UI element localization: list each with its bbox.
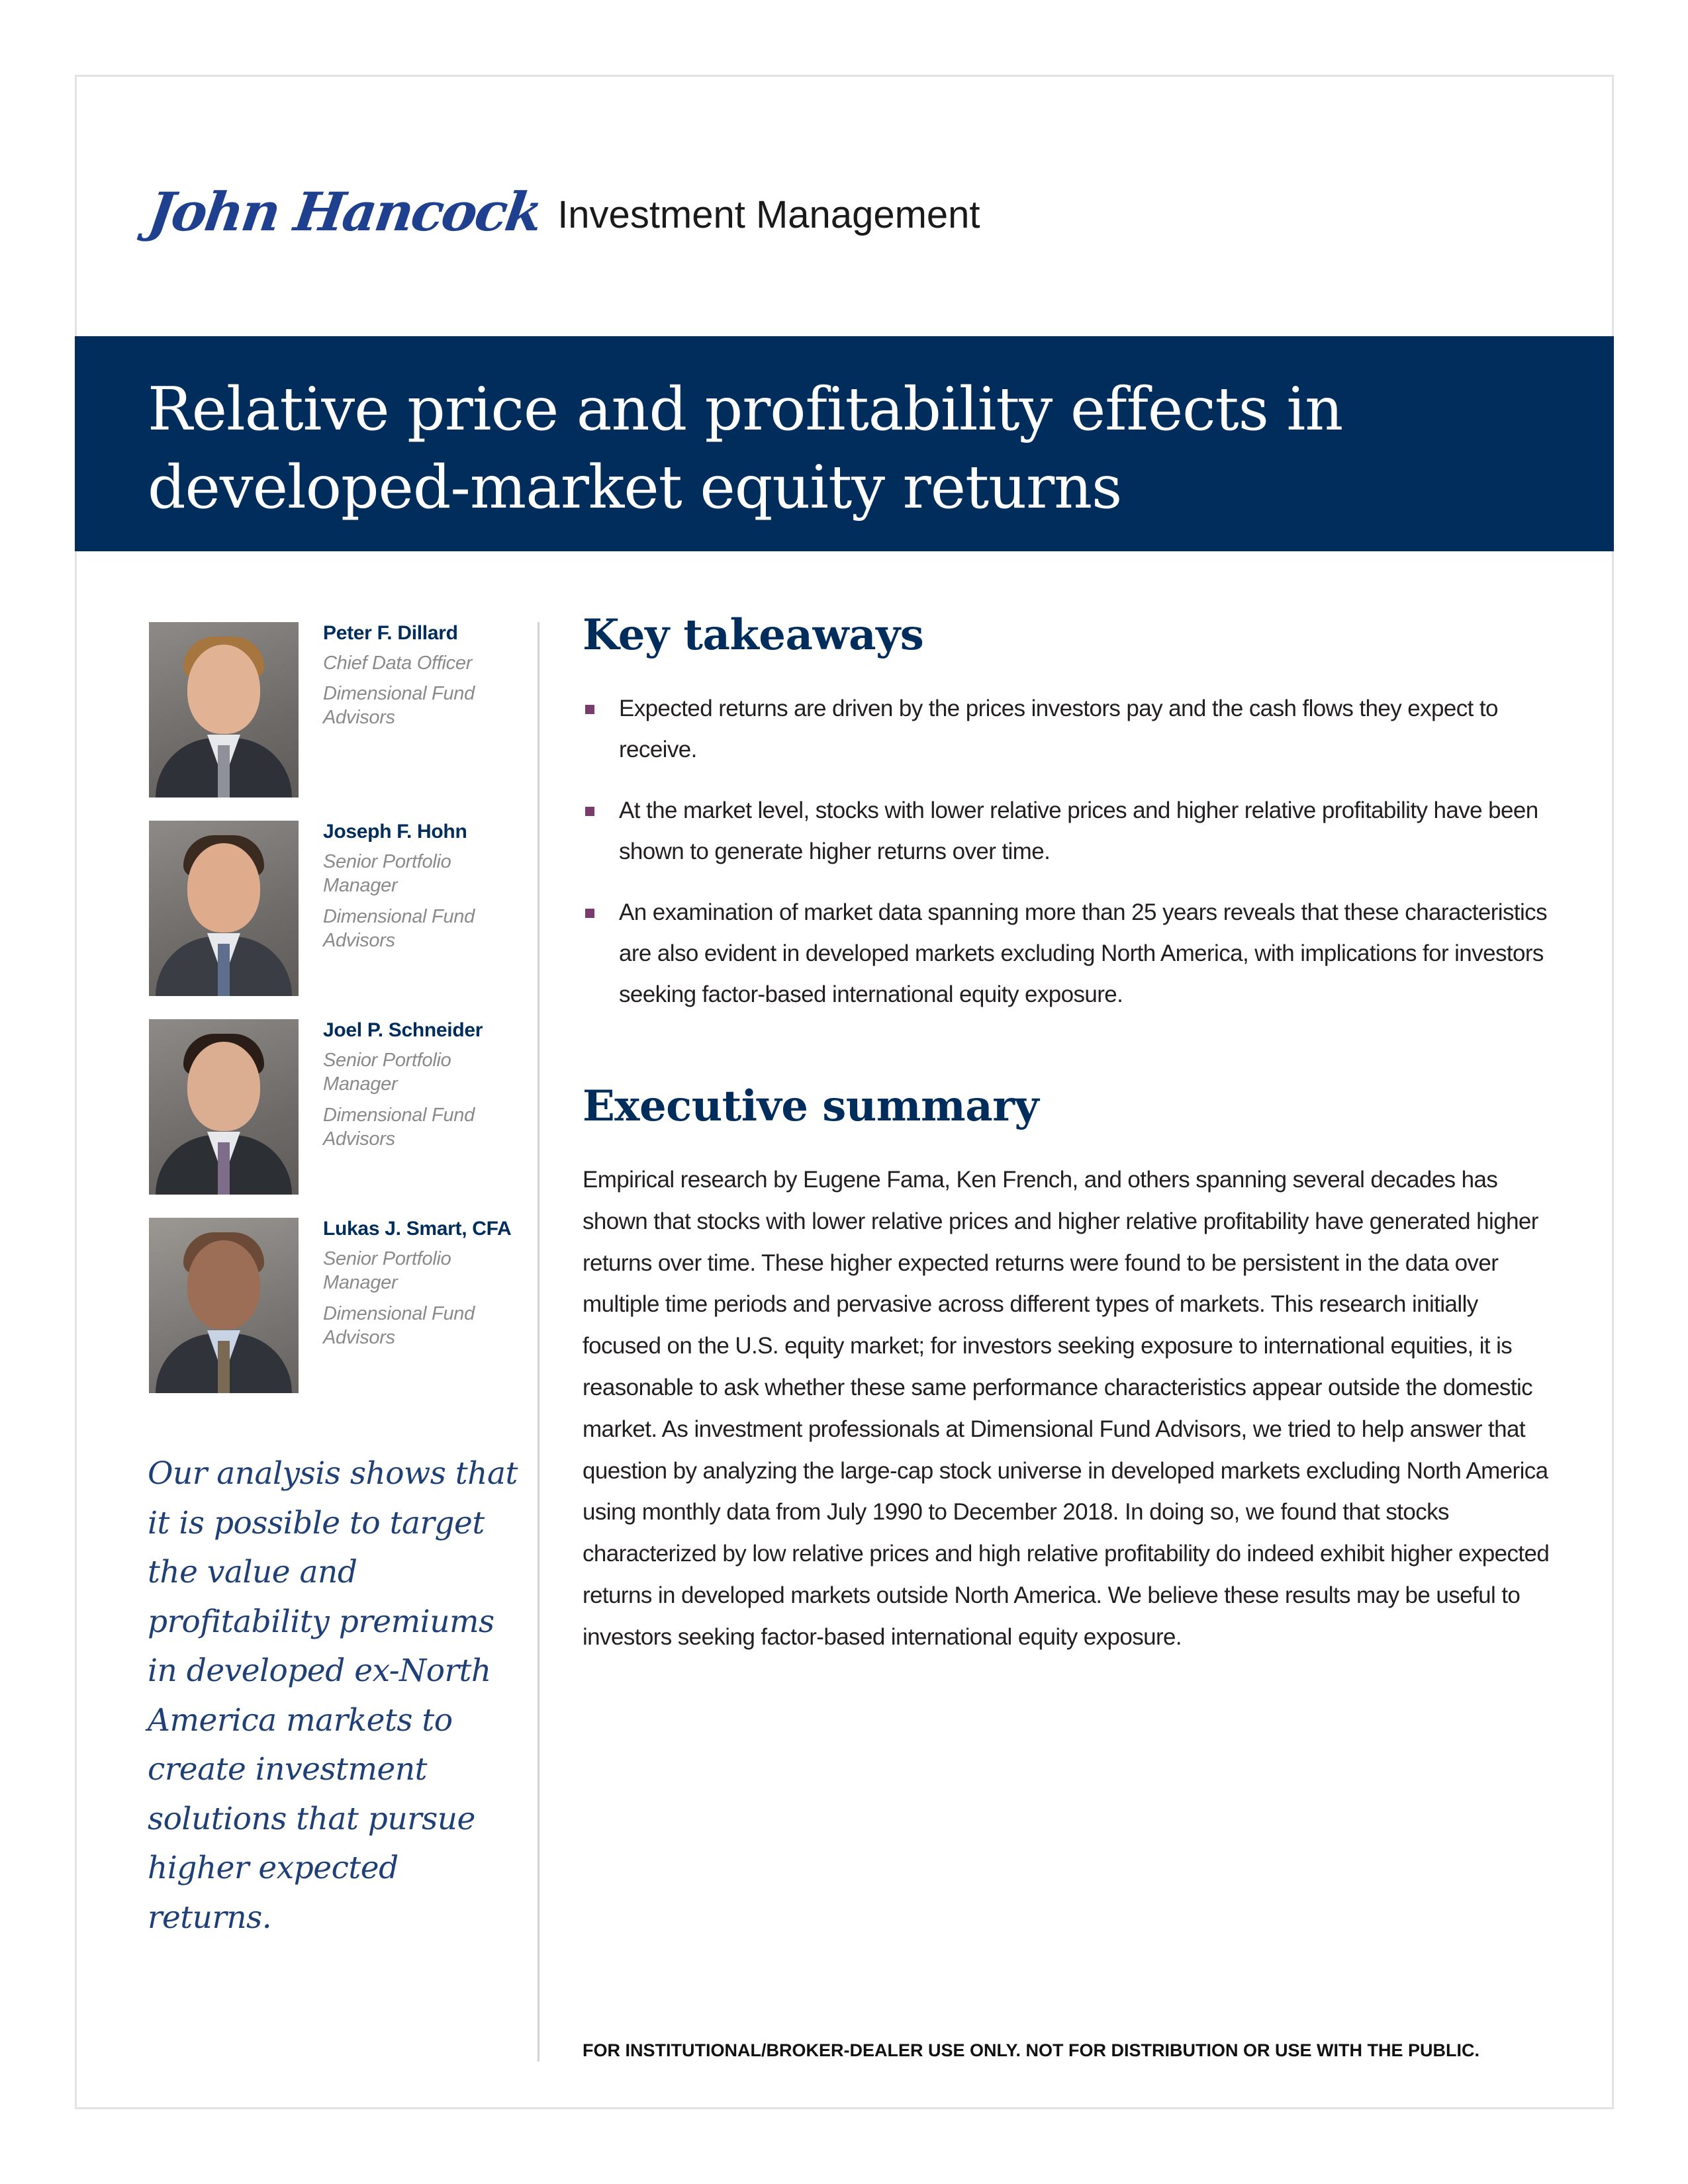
pull-quote: Our analysis shows that it is possible to target the value and profitability premiums in developed ex-North America markets to create investment solutions that pursue higher expected returns. <box>148 1455 518 1936</box>
list-item <box>583 688 1549 770</box>
page-title-line-2: developed-market equity returns <box>148 453 1122 522</box>
author-firm: Dimensional Fund Advisors <box>323 683 475 728</box>
author-firm: Dimensional Fund Advisors <box>323 1303 475 1348</box>
author-photo <box>149 1218 299 1393</box>
author-photo <box>149 622 299 797</box>
logo-wordmark: John Hancock <box>144 181 545 243</box>
list-item-text: At the market level, stocks with lower relative prices and higher relative profitability have been shown to generate higher returns over time. <box>619 797 1538 864</box>
title-banner <box>75 336 1614 551</box>
author-role: Senior Portfolio Manager <box>323 1248 451 1293</box>
author-name: Joseph F. Hohn <box>323 821 467 842</box>
author-name: Peter F. Dillard <box>323 622 458 644</box>
distribution-disclaimer: FOR INSTITUTIONAL/BROKER-DEALER USE ONLY. NOT FOR DISTRIBUTION OR USE WITH THE PUBLIC. <box>583 2040 1480 2060</box>
author-card <box>149 1019 520 1195</box>
square-bullet-icon <box>585 909 594 918</box>
key-takeaways-list <box>583 688 1549 1035</box>
author-photo <box>149 821 299 996</box>
page-title-line-1: Relative price and profitability effects in <box>148 375 1343 444</box>
list-item-text: Expected returns are driven by the prices investors pay and the cash flows they expect to receive. <box>619 696 1498 762</box>
author-role: Chief Data Officer <box>323 653 473 674</box>
john-hancock-logo <box>144 165 980 258</box>
executive-summary-heading: Executive summary <box>583 1081 1039 1131</box>
executive-summary-body: Empirical research by Eugene Fama, Ken French, and others spanning several decades has shown that stocks with lower relative prices and higher relative profitability have generated higher returns over time. These higher expected returns were found to be persistent in the data over multiple time periods and pervasive across different types of markets. This research initially focused on the U.S. equity market; for investors seeking exposure to international equities, it is reasonable to ask whether these same performance characteristics appear outside the domestic market. As investment professionals at Dimensional Fund Advisors, we tried to help answer that question by analyzing the large-cap stock universe in developed markets excluding North America using monthly data from July 1990 to December 2018. In doing so, we found that stocks characterized by low relative prices and high relative profitability do indeed exhibit higher expected returns in developed markets outside North America. We believe these results may be useful to investors seeking factor-based international equity exposure. <box>583 1167 1550 1650</box>
logo-subtitle: Investment Management <box>557 193 980 236</box>
author-role: Senior Portfolio Manager <box>323 1050 451 1095</box>
author-firm: Dimensional Fund Advisors <box>323 906 475 951</box>
list-item <box>583 790 1549 872</box>
column-divider <box>538 622 539 2062</box>
key-takeaways-heading: Key takeaways <box>583 610 924 660</box>
author-role: Senior Portfolio Manager <box>323 851 451 896</box>
author-card <box>149 821 520 996</box>
author-card <box>149 622 520 797</box>
author-photo <box>149 1019 299 1195</box>
author-name: Lukas J. Smart, CFA <box>323 1218 512 1240</box>
list-item <box>583 892 1549 1015</box>
author-name: Joel P. Schneider <box>323 1019 483 1041</box>
list-item-text: An examination of market data spanning more than 25 years reveals that these characteristics are also evident in developed markets excluding North America, with implications for investors seeking factor-based international equity exposure. <box>619 899 1547 1007</box>
square-bullet-icon <box>585 705 594 714</box>
author-card <box>149 1218 520 1393</box>
square-bullet-icon <box>585 807 594 816</box>
page-title <box>148 371 1538 527</box>
author-firm: Dimensional Fund Advisors <box>323 1105 475 1150</box>
